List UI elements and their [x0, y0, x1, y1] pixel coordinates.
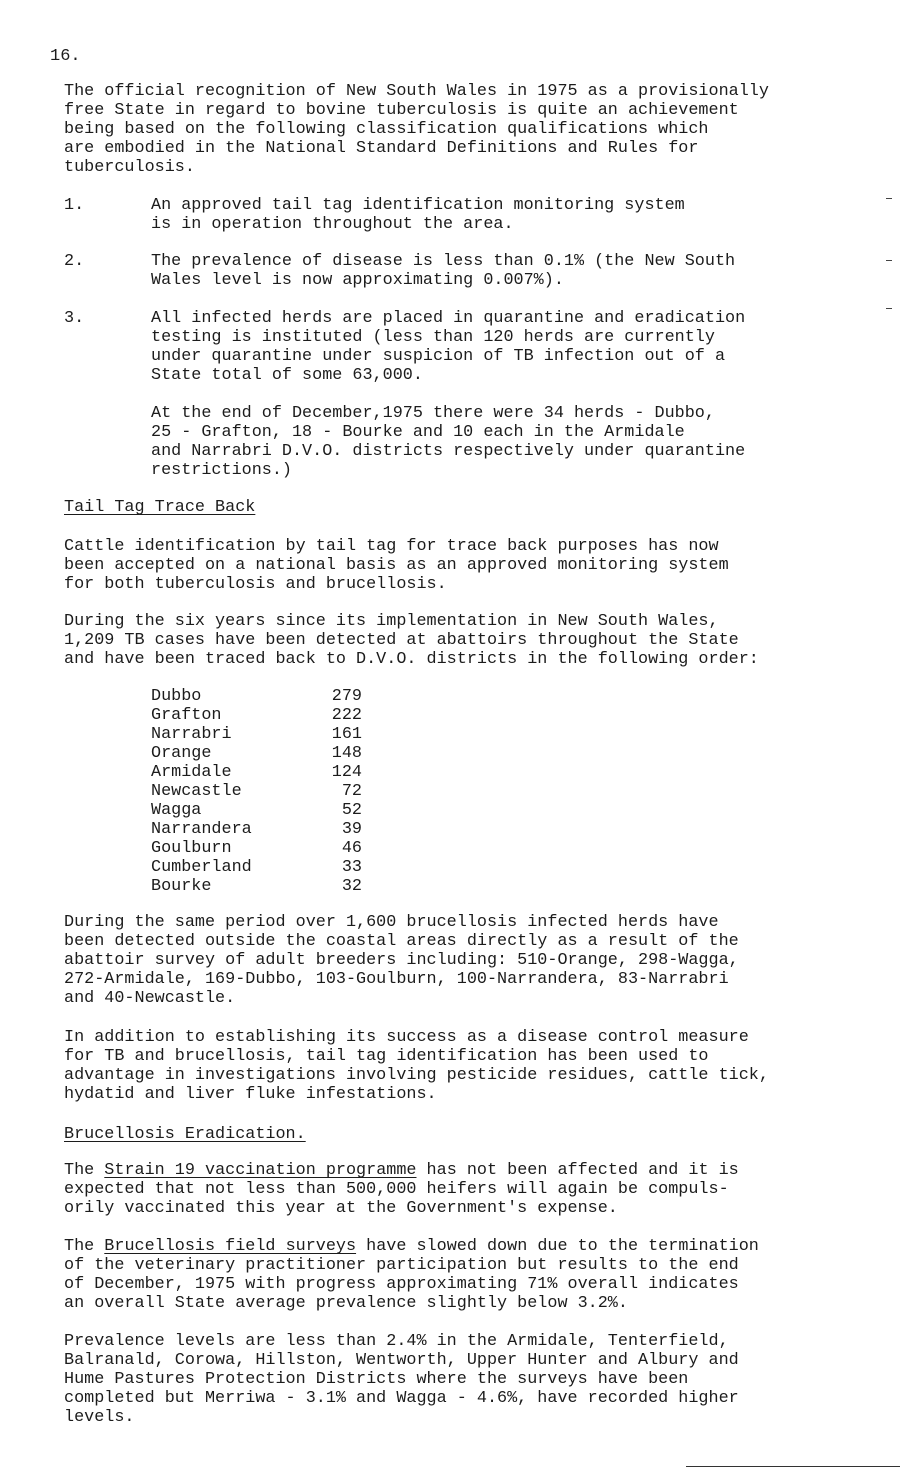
text-line — [64, 1237, 844, 1256]
table-row — [151, 725, 362, 744]
district-cases-table — [151, 687, 362, 896]
case-count: 39 — [341, 820, 362, 839]
addition-paragraph — [64, 1028, 844, 1104]
case-count: 222 — [331, 706, 362, 725]
case-count: 148 — [331, 744, 362, 763]
district-name: Newcastle — [151, 782, 242, 801]
text-line: 25 - Grafton, 18 - Bourke and 10 each in the Armidale — [151, 423, 685, 442]
text-line: an overall State average prevalence slightly below 3.2%. — [64, 1294, 628, 1313]
text-line: for TB and brucellosis, tail tag identification has been used to — [64, 1047, 709, 1066]
district-name: Dubbo — [151, 687, 202, 706]
tail-tag-paragraph — [64, 537, 844, 594]
text-line: An approved tail tag identification monitoring system — [151, 196, 685, 215]
case-count: 72 — [341, 782, 362, 801]
table-row — [151, 801, 362, 820]
text-line: are embodied in the National Standard Definitions and Rules for — [64, 139, 699, 158]
text-line: During the six years since its implementation in New South Wales, — [64, 612, 719, 631]
table-row — [151, 687, 362, 706]
district-name: Bourke — [151, 877, 212, 896]
list-item — [151, 309, 851, 385]
margin-mark — [886, 260, 892, 261]
district-name: Cumberland — [151, 858, 252, 877]
margin-mark — [886, 198, 892, 199]
text-line: being based on the following classification qualifications which — [64, 120, 709, 139]
section-heading-tail-tag: Tail Tag Trace Back — [64, 498, 256, 517]
text-line: levels. — [64, 1408, 135, 1427]
case-count: 279 — [331, 687, 362, 706]
table-row — [151, 858, 362, 877]
strain19-paragraph — [64, 1161, 844, 1218]
text-line: orily vaccinated this year at the Government's expense. — [64, 1199, 618, 1218]
text-line: The prevalence of disease is less than 0.1% (the New South — [151, 252, 736, 271]
text-line: Hume Pastures Protection Districts where the surveys have been — [64, 1370, 689, 1389]
table-row — [151, 820, 362, 839]
text-line: and have been traced back to D.V.O. districts in the following order: — [64, 650, 759, 669]
list-item — [151, 196, 851, 234]
text-line: restrictions.) — [151, 461, 292, 480]
text-segment: The — [64, 1161, 105, 1180]
case-count: 46 — [341, 839, 362, 858]
text-line: is in operation throughout the area. — [151, 215, 514, 234]
case-count: 32 — [341, 877, 362, 896]
text-segment: have slowed down due to the termination — [356, 1237, 759, 1256]
intro-paragraph — [64, 82, 844, 177]
text-line: under quarantine under suspicion of TB infection out of a — [151, 347, 726, 366]
trace-back-paragraph — [64, 612, 844, 669]
table-row — [151, 877, 362, 896]
brucellosis-herds-paragraph — [64, 913, 844, 1008]
footer-rule — [686, 1466, 900, 1467]
item-number: 2. — [64, 252, 85, 271]
text-line: and 40-Newcastle. — [64, 989, 236, 1008]
text-line — [64, 1161, 844, 1180]
prevalence-paragraph — [64, 1332, 844, 1427]
item-number: 3. — [64, 309, 85, 328]
table-row — [151, 782, 362, 801]
text-line: expected that not less than 500,000 heifers will again be compuls- — [64, 1180, 729, 1199]
text-line: and Narrabri D.V.O. districts respectively under quarantine — [151, 442, 746, 461]
text-line: All infected herds are placed in quarantine and eradication — [151, 309, 746, 328]
district-name: Grafton — [151, 706, 222, 725]
text-line: Cattle identification by tail tag for trace back purposes has now — [64, 537, 719, 556]
case-count: 124 — [331, 763, 362, 782]
list-item — [151, 252, 851, 290]
case-count: 52 — [341, 801, 362, 820]
district-name: Armidale — [151, 763, 232, 782]
text-line: During the same period over 1,600 brucellosis infected herds have — [64, 913, 719, 932]
item-number: 1. — [64, 196, 85, 215]
district-name: Narrandera — [151, 820, 252, 839]
text-line: been accepted on a national basis as an approved monitoring system — [64, 556, 729, 575]
text-line: 1,209 TB cases have been detected at abattoirs throughout the State — [64, 631, 739, 650]
list-item-continuation — [151, 404, 851, 480]
text-line: of the veterinary practitioner participation but results to the end — [64, 1256, 739, 1275]
case-count: 33 — [341, 858, 362, 877]
text-line: Balranald, Corowa, Hillston, Wentworth, Upper Hunter and Albury and — [64, 1351, 739, 1370]
text-line: The official recognition of New South Wales in 1975 as a provisionally — [64, 82, 769, 101]
table-row — [151, 839, 362, 858]
text-segment: The — [64, 1237, 105, 1256]
section-heading-brucellosis: Brucellosis Eradication. — [64, 1125, 306, 1144]
text-line: At the end of December,1975 there were 34 herds - Dubbo, — [151, 404, 715, 423]
text-line: Wales level is now approximating 0.007%). — [151, 271, 564, 290]
table-row — [151, 763, 362, 782]
text-line: abattoir survey of adult breeders including: 510-Orange, 298-Wagga, — [64, 951, 739, 970]
table-row — [151, 706, 362, 725]
district-name: Orange — [151, 744, 212, 763]
district-name: Narrabri — [151, 725, 232, 744]
text-segment: has not been affected and it is — [416, 1161, 739, 1180]
table-row — [151, 744, 362, 763]
margin-mark — [886, 308, 892, 309]
text-line: completed but Merriwa - 3.1% and Wagga - 4.6%, have recorded higher — [64, 1389, 739, 1408]
text-line: Prevalence levels are less than 2.4% in the Armidale, Tenterfield, — [64, 1332, 729, 1351]
text-line: hydatid and liver fluke infestations. — [64, 1085, 437, 1104]
district-name: Wagga — [151, 801, 202, 820]
text-line: tuberculosis. — [64, 158, 195, 177]
page-number: 16. — [50, 47, 81, 66]
text-line: for both tuberculosis and brucellosis. — [64, 575, 447, 594]
field-surveys-paragraph — [64, 1237, 844, 1313]
underlined-term: Strain 19 vaccination programme — [104, 1161, 417, 1180]
district-name: Goulburn — [151, 839, 232, 858]
text-line: of December, 1975 with progress approximating 71% overall indicates — [64, 1275, 739, 1294]
text-line: been detected outside the coastal areas directly as a result of the — [64, 932, 739, 951]
text-line: advantage in investigations involving pesticide residues, cattle tick, — [64, 1066, 769, 1085]
case-count: 161 — [331, 725, 362, 744]
text-line: 272-Armidale, 169-Dubbo, 103-Goulburn, 100-Narrandera, 83-Narrabri — [64, 970, 729, 989]
text-line: In addition to establishing its success as a disease control measure — [64, 1028, 749, 1047]
text-line: free State in regard to bovine tuberculosis is quite an achievement — [64, 101, 739, 120]
underlined-term: Brucellosis field surveys — [104, 1237, 357, 1256]
text-line: testing is instituted (less than 120 herds are currently — [151, 328, 715, 347]
text-line: State total of some 63,000. — [151, 366, 423, 385]
